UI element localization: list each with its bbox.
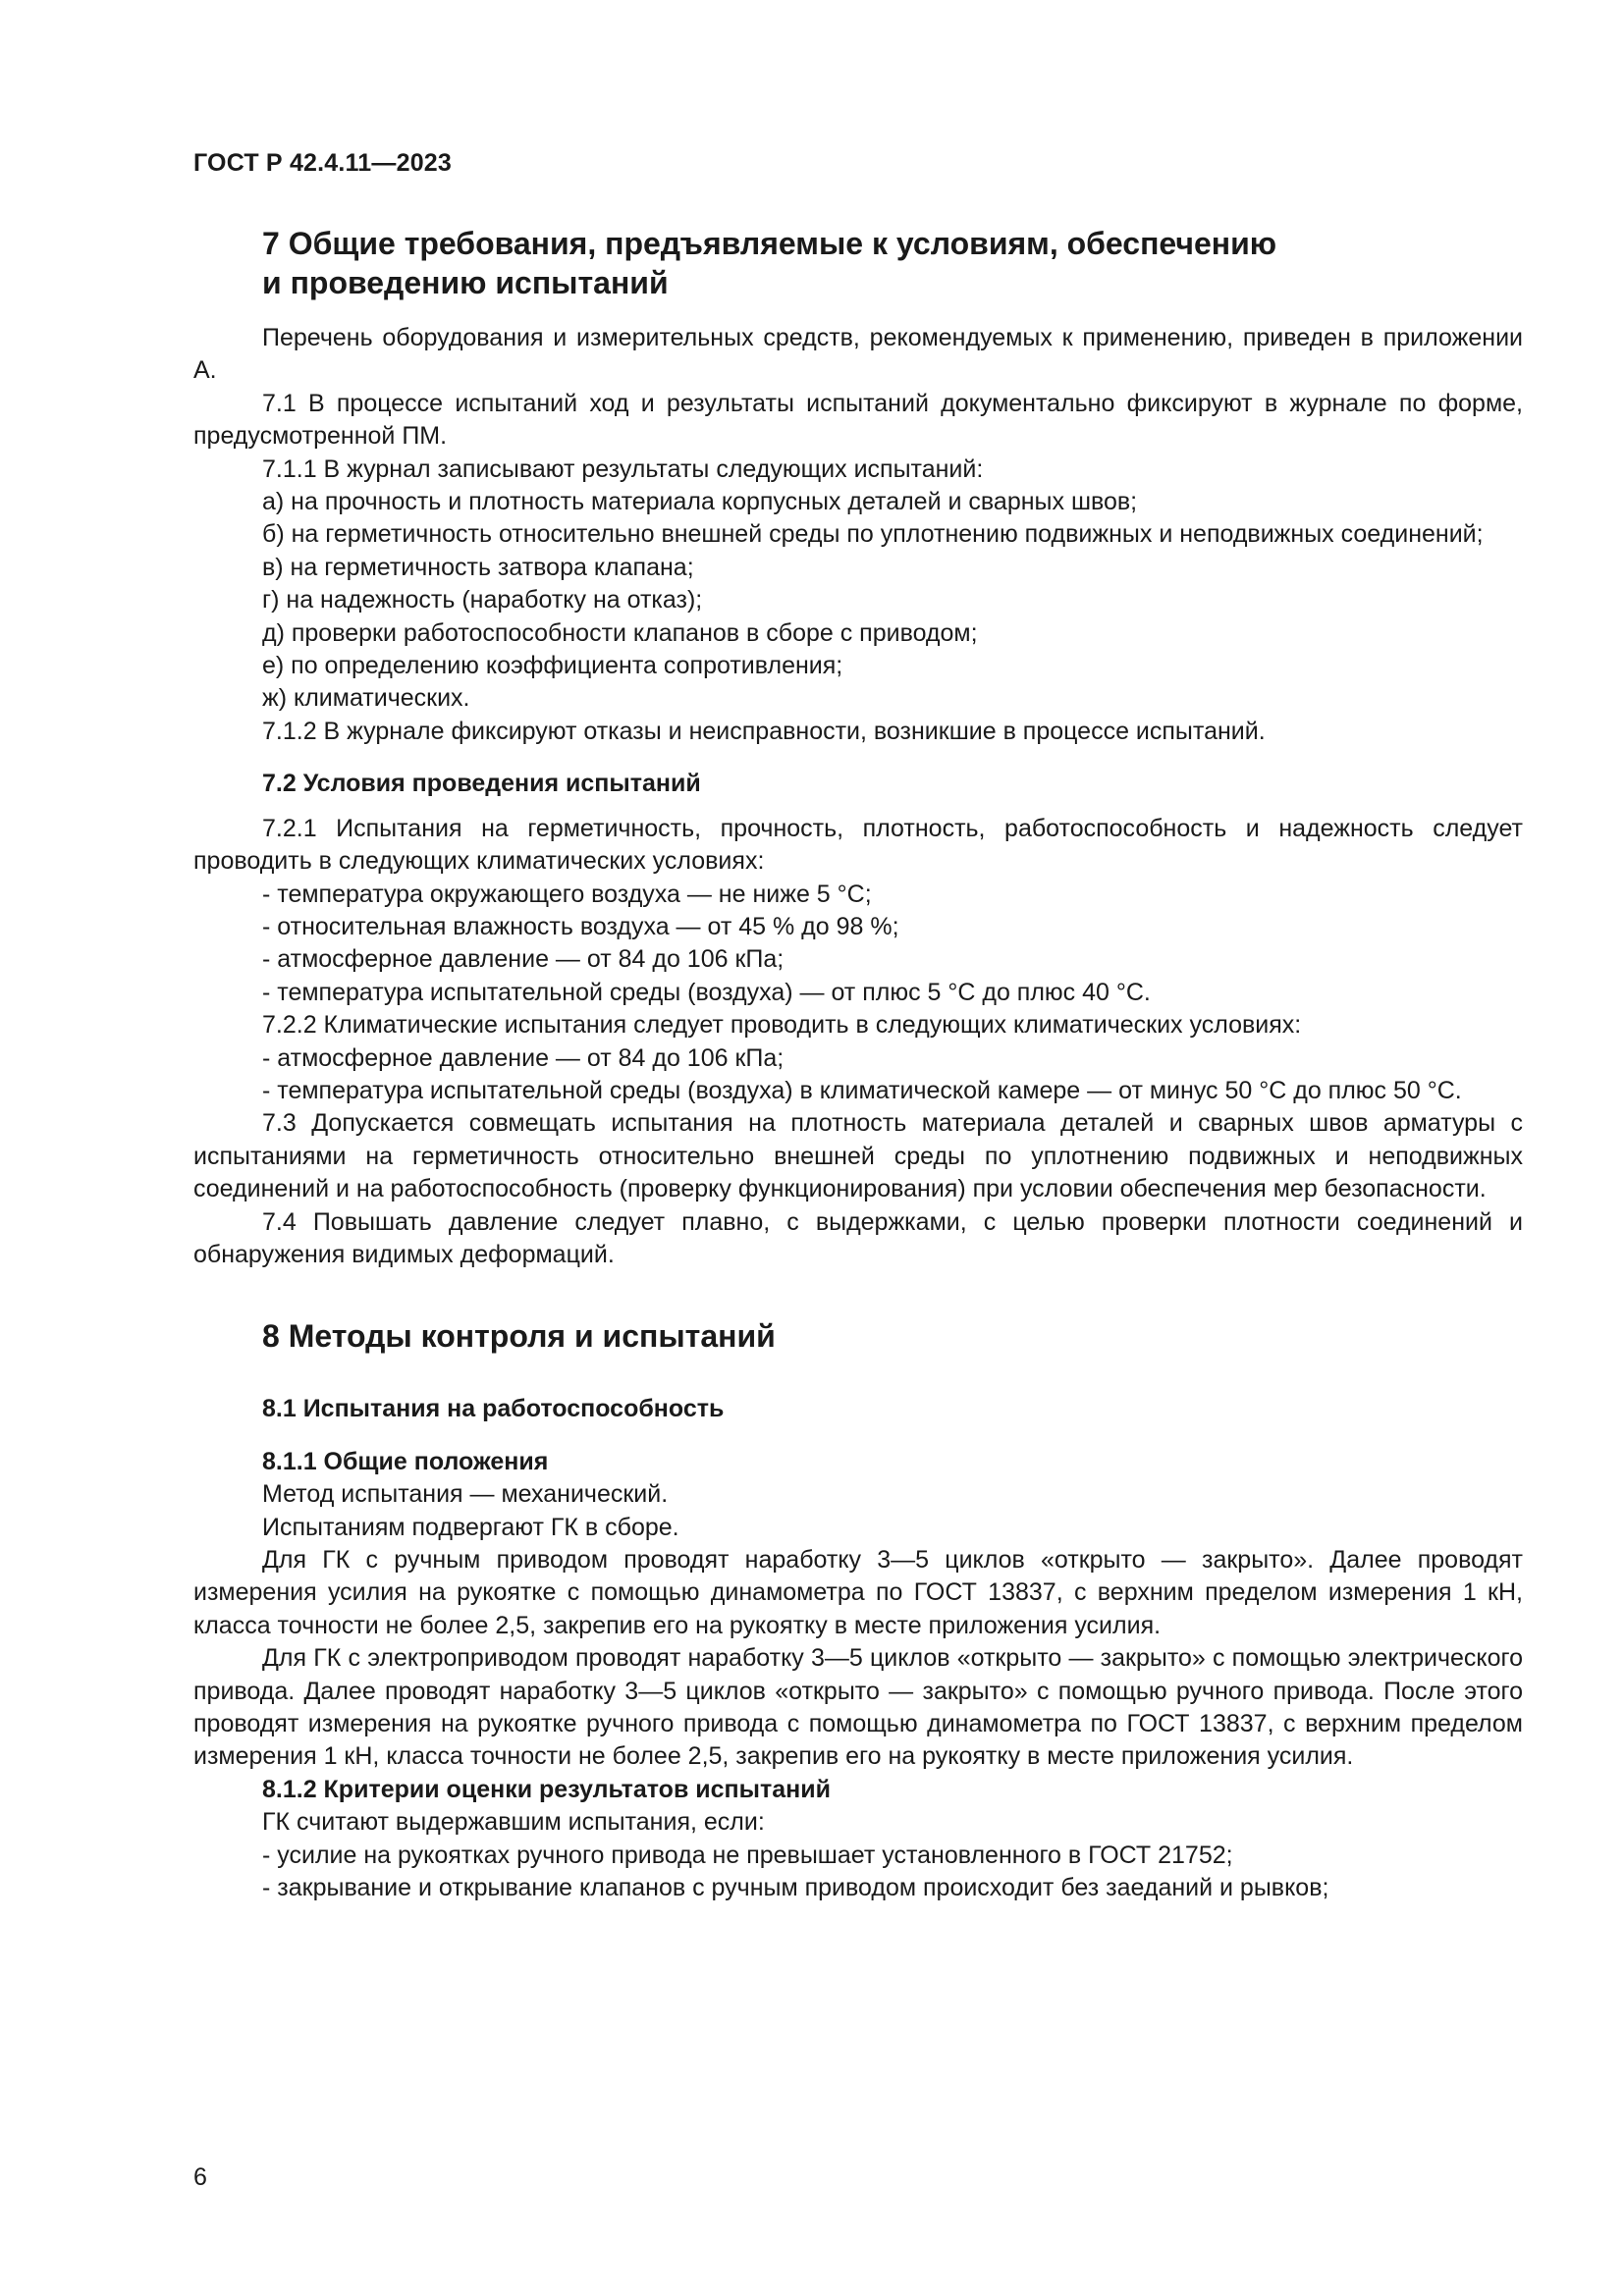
document-code-header: ГОСТ Р 42.4.11—2023: [193, 149, 453, 177]
list-item: ж) климатических.: [262, 684, 470, 713]
section-8-title: 8 Методы контроля и испытаний: [262, 1318, 776, 1355]
paragraph-7-1: 7.1 В процессе испытаний ход и результаты испытаний документально фиксируют в журнале по форме, предусмотренной ПМ.: [193, 389, 1523, 451]
paragraph-7-2-2: 7.2.2 Климатические испытания следует проводить в следующих климатических условиях:: [262, 1011, 1302, 1040]
paragraph-7-1-1: 7.1.1 В журнал записывают результаты следующих испытаний:: [262, 454, 984, 483]
subsection-8-1-title: 8.1 Испытания на работоспособность: [262, 1395, 725, 1423]
page-number: 6: [193, 2163, 207, 2191]
condition-item: - температура испытательной среды (воздуха) — от плюс 5 °С до плюс 40 °С.: [262, 978, 1151, 1006]
paragraph-manual-drive: Для ГК с ручным приводом проводят наработку 3—5 циклов «открыто — закрыто». Далее проводят измерения усилия на рукоятке с помощью динамометра по ГОСТ 13837, с верхним пределом измерения 1 кН, класса точности не более 2,5, закрепив его на рукоятку в месте приложения усилия.: [193, 1546, 1523, 1639]
subsection-7-2-title: 7.2 Условия проведения испытаний: [262, 770, 701, 798]
paragraph-7-1-2: 7.1.2 В журнале фиксируют отказы и неисправности, возникшие в процессе испытаний.: [262, 717, 1266, 745]
section-7-title-line2: и проведению испытаний: [262, 265, 669, 300]
paragraph-7-3: 7.3 Допускается совмещать испытания на плотность материала деталей и сварных швов арматуры с испытаниями на герметичность относительно внешней среды по уплотнению подвижных и неподвижных соединений и на работоспособность (проверку функционирования) при условии обеспечения мер безопасности.: [193, 1109, 1523, 1203]
list-item: в) на герметичность затвора клапана;: [262, 553, 694, 581]
condition-item: - атмосферное давление — от 84 до 106 кПа;: [262, 1043, 785, 1072]
list-item: г) на надежность (наработку на отказ);: [262, 586, 703, 614]
list-item: б) на герметичность относительно внешней среды по уплотнению подвижных и неподвижных соединений;: [262, 520, 1484, 549]
paragraph-method: Метод испытания — механический.: [262, 1480, 669, 1509]
list-item: е) по определению коэффициента сопротивления;: [262, 652, 843, 680]
condition-item: - атмосферное давление — от 84 до 106 кПа;: [262, 945, 785, 974]
criteria-item: - усилие на рукоятках ручного привода не превышает установленного в ГОСТ 21752;: [262, 1841, 1233, 1869]
paragraph-7-2-1: 7.2.1 Испытания на герметичность, прочность, плотность, работоспособность и надежность следует проводить в следующих климатических условиях:: [193, 814, 1523, 876]
paragraph-subject: Испытаниям подвергают ГК в сборе.: [262, 1513, 679, 1541]
section-7-title: [262, 224, 1523, 302]
paragraph-electric-drive: Для ГК с электроприводом проводят наработку 3—5 циклов «открыто — закрыто» с помощью электрического привода. Далее проводят наработку 3—5 циклов «открыто — закрыто» с помощью ручного привода. После этого проводят измерения на рукоятке ручного привода с помощью динамометра по ГОСТ 13837, с верхним пределом измерения 1 кН, класса точности не более 2,5, закрепив его на рукоятку в месте приложения усилия.: [193, 1644, 1523, 1771]
condition-item: - температура испытательной среды (воздуха) в климатической камере — от минус 50 °С до плюс 50 °С.: [262, 1076, 1462, 1104]
list-item: а) на прочность и плотность материала корпусных деталей и сварных швов;: [262, 488, 1138, 516]
condition-item: - температура окружающего воздуха — не ниже 5 °С;: [262, 880, 872, 908]
subsection-8-1-1-title: 8.1.1 Общие положения: [262, 1447, 549, 1475]
paragraph-intro: Перечень оборудования и измерительных средств, рекомендуемых к применению, приведен в приложении А.: [193, 324, 1523, 385]
paragraph-criteria: ГК считают выдержавшим испытания, если:: [262, 1808, 765, 1837]
condition-item: - относительная влажность воздуха — от 45 % до 98 %;: [262, 912, 899, 940]
subsection-8-1-2-title: 8.1.2 Критерии оценки результатов испытаний: [262, 1775, 831, 1803]
document-body: [193, 224, 1523, 1904]
criteria-item: - закрывание и открывание клапанов с ручным приводом происходит без заеданий и рывков;: [262, 1874, 1329, 1902]
section-7-title-line1: 7 Общие требования, предъявляемые к условиям, обеспечению: [262, 226, 1277, 261]
paragraph-7-4: 7.4 Повышать давление следует плавно, с выдержками, с целью проверки плотности соединений и обнаружения видимых деформаций.: [193, 1207, 1523, 1268]
list-item: д) проверки работоспособности клапанов в сборе с приводом;: [262, 618, 978, 647]
